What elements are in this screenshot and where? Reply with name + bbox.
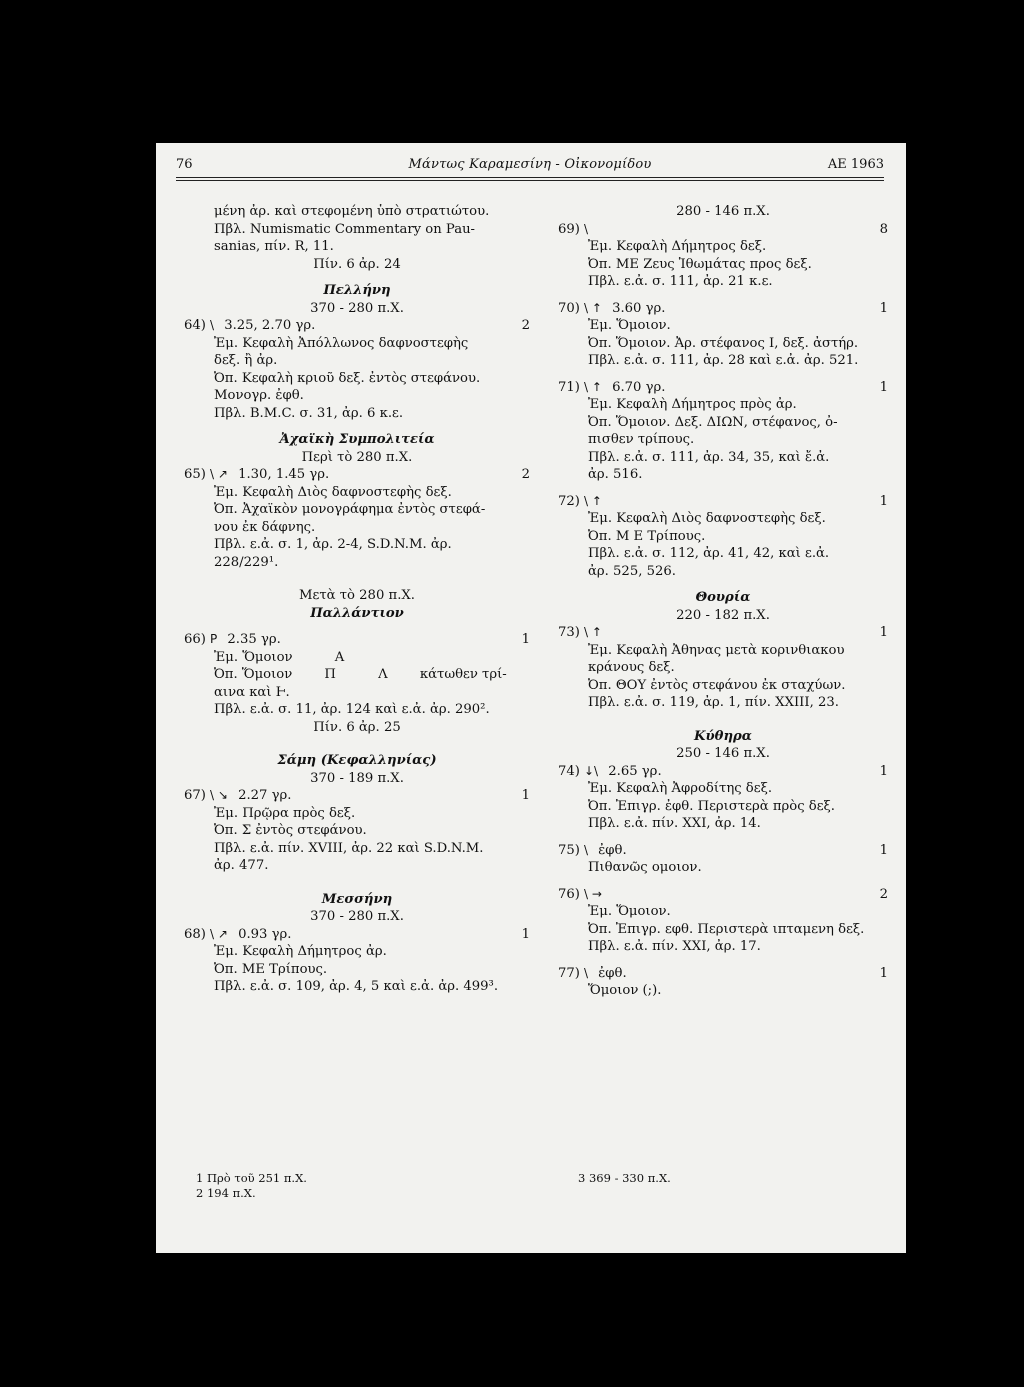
journal-code: ΑΕ 1963 xyxy=(827,157,884,172)
text-line: Ἐμ. Ὅμοιον. xyxy=(588,318,671,333)
weight: 2.27 γρ. xyxy=(238,788,292,803)
text-line: Πβλ. ε.ἀ. πίν. XXI, ἀρ. 14. xyxy=(588,816,761,831)
axis-mark-icon: \ ↘ xyxy=(209,788,228,802)
entry-number: 70) xyxy=(558,300,580,316)
count: 1 xyxy=(879,842,888,858)
text-line: Ἐμ. Κεφαλὴ Ἀθηνας μετὰ κορινθιακου xyxy=(588,642,845,658)
header-rule xyxy=(176,180,884,181)
section-heading: Πελλήνη xyxy=(323,283,391,298)
entry-line xyxy=(558,221,888,239)
count: 2 xyxy=(521,467,530,482)
weight: 0.93 γρ. xyxy=(238,926,292,942)
running-title: Μάντως Καραμεσίνη - Οἰκονομίδου xyxy=(408,157,652,172)
plate-ref: Πίν. 6 ἀρ. 25 xyxy=(313,719,401,735)
text-line: δεξ. ἢ ἀρ. xyxy=(214,353,278,368)
text-line: Ὀπ. ΜΕ Τρίπους. xyxy=(214,961,328,977)
page-header xyxy=(176,157,884,175)
section-heading: Ἀχαϊκὴ Συμπολιτεία xyxy=(279,432,435,447)
right-column xyxy=(558,203,888,1000)
plate-ref: Πίν. 6 ἀρ. 24 xyxy=(313,256,401,272)
axis-mark-icon: \ ↑ xyxy=(583,625,602,639)
left-column xyxy=(184,203,530,996)
entry-line xyxy=(184,317,530,335)
count: 1 xyxy=(879,965,888,981)
entry-number: 76) xyxy=(558,886,580,902)
text-line: νου ἐκ δάφνης. xyxy=(214,519,316,535)
text-line: Ἐμ. Πρῷρα πρὸς δεξ. xyxy=(214,805,356,821)
entry-number: 75) xyxy=(558,842,580,858)
date-range: 250 - 146 π.Χ. xyxy=(676,746,770,761)
axis-mark-icon: \ ↑ xyxy=(583,300,602,315)
weight: 1.30, 1.45 γρ. xyxy=(238,467,330,482)
entry-line xyxy=(558,300,888,318)
text-line: Ὀπ. Μ Ε Τρίπους. xyxy=(588,528,706,544)
entry-number: 72) xyxy=(558,493,580,509)
weight: 6.70 γρ. xyxy=(612,379,666,395)
text-line: Πβλ. ε.ἀ. σ. 109, ἀρ. 4, 5 καὶ ε.ἀ. ἀρ. 499³. xyxy=(214,979,499,994)
text-line: Ἐμ. Κεφαλὴ Διὸς δαφνοστεφὴς δεξ. xyxy=(588,511,826,526)
text-line: Πβλ. ε.ἀ. πίν. XXI, ἀρ. 17. xyxy=(588,939,761,954)
text-line: Πβλ. ε.ἀ. πίν. XVIII, ἀρ. 22 καὶ S.D.N.M. xyxy=(214,840,484,856)
count: 1 xyxy=(879,493,888,509)
text-line: αινα καὶ Ⱶ. xyxy=(214,684,290,700)
entry-line xyxy=(558,842,888,860)
entry-number: 64) xyxy=(184,318,206,333)
date-range: 280 - 146 π.Χ. xyxy=(676,204,770,219)
date-range: 370 - 280 π.Χ. xyxy=(310,909,404,924)
footnote: 1 Πρὸ τοῦ 251 π.Χ. xyxy=(196,1171,307,1185)
text-line: κράνους δεξ. xyxy=(588,660,675,675)
entry-number: 66) xyxy=(184,632,206,647)
date-range: Μετὰ τὸ 280 π.Χ. xyxy=(299,588,415,603)
count: 1 xyxy=(521,926,530,942)
text-line: Ὅμοιον (;). xyxy=(588,983,662,998)
entry-line xyxy=(558,624,888,642)
footnotes-left xyxy=(196,1171,307,1201)
text-line: Πβλ. ε.ἀ. σ. 111, ἀρ. 34, 35, καὶ ἔ.ἀ. xyxy=(588,449,830,465)
axis-mark-icon: \ ↑ xyxy=(583,379,602,394)
section-heading: Μεσσήνη xyxy=(321,891,393,907)
footnote: 2 194 π.Χ. xyxy=(196,1186,256,1200)
date-range: Περὶ τὸ 280 π.Χ. xyxy=(301,449,413,465)
text-line: Πβλ. ε.ἀ. σ. 111, ἀρ. 28 καὶ ε.ἀ. ἀρ. 521. xyxy=(588,353,859,368)
entry-number: 67) xyxy=(184,788,206,803)
footnote: 3 369 - 330 π.Χ. xyxy=(578,1171,671,1185)
count: 2 xyxy=(521,318,530,333)
text-line: Ὀπ. Ἐπιγρ. εφθ. Περιστερὰ ιπταμενη δεξ. xyxy=(588,921,865,937)
text-line: Μονογρ. ἐφθ. xyxy=(214,388,304,403)
axis-mark-icon: \ xyxy=(583,965,588,980)
text-line: sanias, πίν. R, 11. xyxy=(214,239,334,254)
text-line: Πβλ. ε.ἀ. σ. 111, ἀρ. 21 κ.ε. xyxy=(588,274,773,289)
entry-number: 77) xyxy=(558,965,580,981)
entry-number: 69) xyxy=(558,221,580,237)
weight: 3.25, 2.70 γρ. xyxy=(224,318,316,333)
trident-icon: Ⱶ xyxy=(275,684,286,700)
text-line: Πιθανῶς ομοιον. xyxy=(588,860,702,875)
count: 8 xyxy=(879,221,888,237)
axis-mark-icon: \ ↗ xyxy=(209,467,228,481)
text-line: Πβλ. ε.ἀ. σ. 119, ἀρ. 1, πίν. XXIII, 23. xyxy=(588,695,839,710)
section-heading: Θουρία xyxy=(695,590,751,605)
date-range: 220 - 182 π.Χ. xyxy=(676,607,770,623)
entry-number: 68) xyxy=(184,926,206,942)
text-line: Ἐμ. Κεφαλὴ Ἀφροδίτης δεξ. xyxy=(588,781,773,796)
count: 1 xyxy=(879,300,888,316)
entry-line xyxy=(558,379,888,397)
text-line: Ὀπ. Ὅμοιον. Ἀρ. στέφανος Ι, δεξ. ἀστήρ. xyxy=(588,335,859,351)
page-number: 76 xyxy=(176,157,193,172)
weight: ἐφθ. xyxy=(598,842,627,858)
section-heading: Κύθηρα xyxy=(694,728,752,744)
entry-line xyxy=(184,787,530,805)
text-line: Ὀπ. Σ ἐντὸς στεφάνου. xyxy=(214,823,367,838)
text-line: Ἐμ. Κεφαλὴ Ἀπόλλωνος δαφνοστεφὴς xyxy=(214,335,469,351)
weight: 3.60 γρ. xyxy=(612,300,666,316)
axis-mark-icon: \ → xyxy=(583,886,602,901)
date-range: 370 - 189 π.Χ. xyxy=(310,770,404,786)
weight: 2.35 γρ. xyxy=(227,632,281,647)
section-heading: Σάμη (Κεφαλληνίας) xyxy=(277,753,437,768)
entry-line xyxy=(184,926,530,944)
date-range: 370 - 280 π.Χ. xyxy=(310,300,404,316)
text-line: Πβλ. ε.ἀ. σ. 1, ἀρ. 2-4, S.D.N.M. ἀρ. xyxy=(214,537,452,552)
entry-number: 74) xyxy=(558,763,580,779)
entry-number: 71) xyxy=(558,379,580,395)
entry-number: 65) xyxy=(184,467,206,482)
text-line: 228/229¹. xyxy=(214,554,279,570)
text-line: ἀρ. 477. xyxy=(214,858,269,873)
count: 1 xyxy=(521,788,530,803)
text-line: Ὀπ. Ἐπιγρ. ἐφθ. Περιστερὰ πρὸς δεξ. xyxy=(588,798,836,814)
count: 1 xyxy=(879,763,888,779)
axis-mark-icon: \ xyxy=(583,842,588,857)
text-line: Ὀπ. Ἀχαϊκὸν μονογράφημα ἐντὸς στεφά- xyxy=(214,502,486,517)
weight: ἐφθ. xyxy=(598,965,627,981)
entry-number: 73) xyxy=(558,625,580,640)
weight: 2.65 γρ. xyxy=(608,763,662,779)
entry-line xyxy=(558,493,888,511)
text-line: μένη ἀρ. καὶ στεφομένη ὑπὸ στρατιώτου. xyxy=(214,204,490,219)
text-line: Πβλ. ε.ἀ. σ. 112, ἀρ. 41, 42, καὶ ε.ἀ. xyxy=(588,546,830,561)
count: 1 xyxy=(879,379,888,395)
text-line: Πβλ. B.M.C. σ. 31, ἀρ. 6 κ.ε. xyxy=(214,405,404,421)
monogram-icon: Ρ xyxy=(209,632,218,646)
axis-mark-icon: \ xyxy=(583,221,588,236)
text-line: Ἐμ. Κεφαλὴ Δήμητρος πρὸς ἀρ. xyxy=(588,397,797,412)
entry-line xyxy=(184,466,530,484)
axis-mark-icon: \ xyxy=(209,318,214,332)
text-line: Ὀπ. Ὅμοιον. Δεξ. ΔΙΩΝ, στέφανος, ὀ- xyxy=(588,414,838,430)
text-line: πισθεν τρίπους. xyxy=(588,432,695,447)
text-line: Ἐμ. Κεφαλὴ Δήμητρος δεξ. xyxy=(588,239,767,254)
monogram-icon: ΜΕ xyxy=(615,256,640,272)
entry-line: Ὀπ. Ὅμοιον Π Λ κάτωθεν τρί- xyxy=(214,667,507,682)
section-heading: Παλλάντιον xyxy=(310,605,404,621)
count: 1 xyxy=(879,625,888,640)
text-line: Ἐμ. Κεφαλὴ Διὸς δαφνοστεφὴς δεξ. xyxy=(214,484,452,500)
entry-line xyxy=(558,965,888,983)
count: 2 xyxy=(879,886,888,902)
text-line: Ὀπ. ΘΟΥ ἐντὸς στεφάνου ἐκ σταχύων. xyxy=(588,677,846,693)
entry-line xyxy=(558,763,888,781)
axis-mark-icon: \ ↗ xyxy=(209,926,228,941)
text-line: Πβλ. Numismatic Commentary on Pau- xyxy=(214,221,476,237)
axis-mark-icon: ↓\ xyxy=(583,763,599,778)
entry-line xyxy=(558,886,888,904)
header-rule xyxy=(176,177,884,178)
axis-mark-icon: \ ↑ xyxy=(583,493,602,508)
text-line: Ἐμ. Ὅμοιον. xyxy=(588,904,671,919)
text-line: ἀρ. 516. xyxy=(588,467,643,482)
text-line: Ὀπ. ΜΕ Ζευς Ἰθωμάτας προς δεξ. xyxy=(588,256,812,272)
footnotes-right xyxy=(578,1171,671,1186)
text-line: Ἐμ. Κεφαλὴ Δήμητρος ἀρ. xyxy=(214,944,387,959)
journal-page xyxy=(156,143,906,1253)
count: 1 xyxy=(521,632,530,647)
entry-line: Ἐμ. Ὅμοιον Α xyxy=(214,649,345,665)
text-line: Πβλ. ε.ἀ. σ. 11, ἀρ. 124 καὶ ε.ἀ. ἀρ. 290². xyxy=(214,702,490,717)
entry-line xyxy=(184,631,530,649)
text-line: ἀρ. 525, 526. xyxy=(588,563,676,579)
text-line: Ὀπ. Κεφαλὴ κριοῦ δεξ. ἐντὸς στεφάνου. xyxy=(214,370,481,386)
